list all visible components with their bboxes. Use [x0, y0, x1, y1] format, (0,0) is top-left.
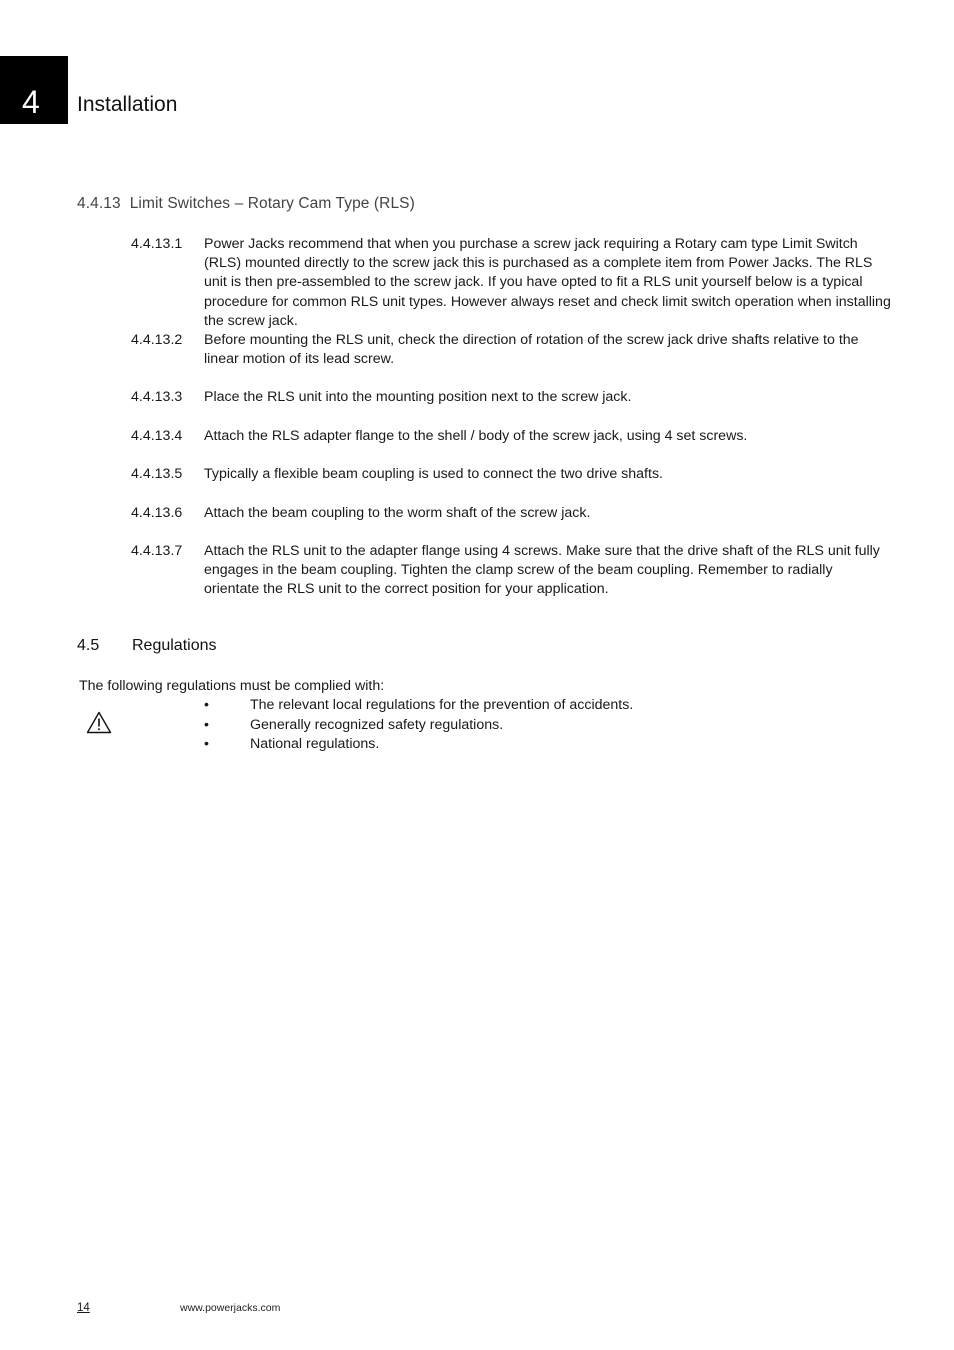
clause-item	[131, 388, 891, 407]
list-item-text: National regulations.	[250, 736, 380, 753]
bullet-marker: •	[204, 716, 209, 733]
subsection-number: 4.4.13	[77, 195, 121, 212]
list-item	[204, 696, 633, 716]
clause-text: Place the RLS unit into the mounting position next to the screw jack.	[204, 389, 632, 405]
list-item	[204, 716, 633, 736]
list-item	[204, 735, 633, 755]
list-item-text: The relevant local regulations for the prevention of accidents.	[250, 697, 634, 713]
clause-item	[131, 235, 891, 331]
clause-number: 4.4.13.5	[131, 466, 183, 482]
chapter-number-box	[0, 56, 68, 124]
page-number: 14	[77, 1302, 90, 1314]
clause-number: 4.4.13.7	[131, 543, 183, 559]
clause-text: Attach the beam coupling to the worm shaft of the screw jack.	[204, 505, 591, 521]
clause-text: Power Jacks recommend that when you purchase a screw jack requiring a Rotary cam type Limit Switch (RLS) mounted directly to the screw jack this is purchased as a complete item from Power Jacks. The RLS unit is then pre-assembled to the screw jack. If you have opted to fit a RLS unit yourself below is a typical procedure for common RLS unit types. However always reset and check limit switch operation when installing the screw jack.	[204, 236, 891, 329]
clause-number: 4.4.13.6	[131, 505, 183, 521]
bullet-marker: •	[204, 697, 209, 713]
warning-icon	[86, 711, 112, 734]
clause-number: 4.4.13.3	[131, 389, 183, 405]
list-item-text: Generally recognized safety regulations.	[250, 716, 504, 733]
clause-text: Typically a flexible beam coupling is used to connect the two drive shafts.	[204, 466, 663, 482]
clause-item	[131, 542, 891, 600]
regulations-intro: The following regulations must be complied with:	[79, 678, 385, 694]
clause-text: Before mounting the RLS unit, check the direction of rotation of the screw jack drive shafts relative to the linear motion of its lead screw.	[204, 332, 859, 368]
clause-number: 4.4.13.1	[131, 236, 183, 252]
clause-number: 4.4.13.2	[131, 332, 183, 348]
chapter-title: Installation	[77, 93, 178, 116]
chapter-number: 4	[22, 84, 40, 120]
bullet-marker: •	[204, 736, 209, 753]
clause-item	[131, 504, 891, 523]
subsection-title: Limit Switches – Rotary Cam Type (RLS)	[129, 195, 415, 212]
regulations-list	[204, 696, 633, 755]
clause-item	[131, 465, 891, 484]
section-number: 4.5	[77, 637, 100, 654]
section-title: Regulations	[132, 637, 217, 654]
subsection-heading	[77, 195, 415, 213]
clause-text: Attach the RLS adapter flange to the shell / body of the screw jack, using 4 set screws.	[204, 428, 748, 444]
clause-number: 4.4.13.4	[131, 428, 183, 444]
clause-text: Attach the RLS unit to the adapter flange using 4 screws. Make sure that the drive shaft of the RLS unit fully engages in the beam coupling. Tighten the clamp screw of the beam coupling. Remember to radially orientate the RLS unit to the correct position for your application.	[204, 543, 880, 598]
section-heading	[77, 637, 217, 655]
clause-item	[131, 331, 891, 369]
clause-item	[131, 427, 891, 446]
footer-url[interactable]: www.powerjacks.com	[180, 1302, 281, 1314]
